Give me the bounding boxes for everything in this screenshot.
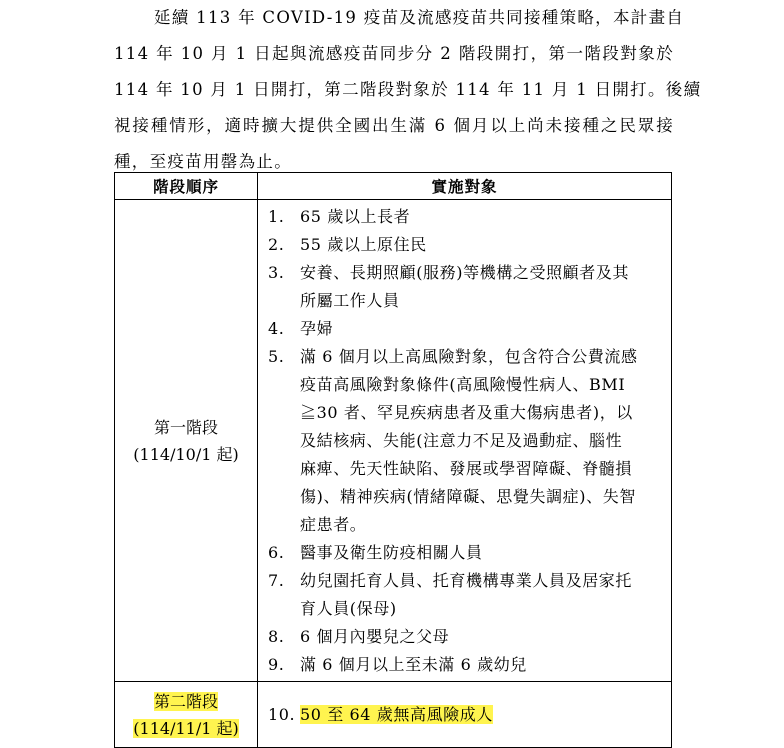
item-text-line: 滿 6 個月以上至未滿 6 歲幼兒	[300, 655, 527, 674]
item-text-line: 安養、長期照顧(服務)等機構之受照顧者及其	[300, 263, 630, 282]
item-text-line: 6 個月內嬰兒之父母	[300, 627, 450, 646]
item-text	[300, 343, 665, 539]
list-item	[264, 623, 665, 651]
list-item	[264, 539, 665, 567]
list-item	[264, 651, 665, 679]
table-row	[115, 682, 672, 748]
paragraph-line: 114 年 10 月 1 日開打，第二階段對象於 114 年 11 月 1 日開打。後續	[114, 80, 702, 99]
item-number: 6.	[268, 543, 285, 562]
list-item	[264, 567, 665, 623]
item-text	[300, 567, 665, 623]
item-number: 5.	[268, 347, 285, 366]
item-text-line: 幼兒園托育人員、托育機構專業人員及居家托	[300, 571, 633, 590]
item-text	[300, 203, 665, 231]
item-text-line: 醫事及衛生防疫相關人員	[300, 543, 483, 562]
item-text-line: 65 歲以上長者	[300, 207, 411, 226]
paragraph-line: 延續 113 年 COVID-19 疫苗及流感疫苗共同接種策略，本計畫自	[154, 8, 685, 27]
item-text-line: 滿 6 個月以上高風險對象，包含符合公費流感	[300, 347, 638, 366]
stage2-name: 第二階段	[153, 691, 218, 711]
item-text	[300, 651, 665, 679]
item-number: 10.	[268, 705, 296, 724]
paragraph-line: 視接種情形，適時擴大提供全國出生滿 6 個月以上尚未接種之民眾接	[114, 116, 674, 135]
intro-paragraph	[114, 0, 702, 180]
stage2-items-list	[258, 682, 672, 748]
table-row	[115, 200, 672, 682]
stage2-cell	[115, 682, 258, 748]
item-text-line: ≧30 者、罕見疾病患者及重大傷病患者)，以	[300, 403, 633, 422]
header-target-group: 實施對象	[258, 173, 672, 200]
item-text-line: 麻痺、先天性缺陷、發展或學習障礙、脊髓損	[300, 459, 633, 478]
list-item	[264, 343, 665, 539]
item-text-line: 育人員(保母)	[300, 599, 397, 618]
stage1-date: (114/10/1 起)	[133, 444, 239, 464]
item-text: 50 至 64 歲無高風險成人	[300, 705, 493, 724]
item-text	[300, 231, 665, 259]
item-number: 2.	[268, 235, 285, 254]
item-text	[300, 539, 665, 567]
list-item	[264, 701, 665, 729]
item-text-line: 所屬工作人員	[300, 291, 400, 310]
item-text-line: 孕婦	[300, 319, 334, 338]
item-text-line: 傷)、精神疾病(情緒障礙、思覺失調症)、失智	[300, 487, 636, 506]
table-header-row	[115, 173, 672, 200]
item-number: 9.	[268, 655, 285, 674]
stage1-items-list	[258, 200, 672, 682]
list-item	[264, 315, 665, 343]
list-item	[264, 203, 665, 231]
paragraph-line: 種，至疫苗用罄為止。	[114, 152, 292, 171]
item-text	[300, 315, 665, 343]
stage1-cell	[115, 200, 258, 682]
paragraph-line: 114 年 10 月 1 日起與流感疫苗同步分 2 階段開打，第一階段對象於	[114, 44, 674, 63]
item-text-line: 及結核病、失能(注意力不足及過動症、腦性	[300, 431, 623, 450]
list-item	[264, 231, 665, 259]
item-number: 8.	[268, 627, 285, 646]
item-text-line: 疫苗高風險對象條件(高風險慢性病人、BMI	[300, 375, 626, 394]
header-stage-order: 階段順序	[115, 173, 258, 200]
vaccination-phase-table	[114, 172, 672, 748]
item-number: 7.	[268, 571, 285, 590]
item-text	[300, 623, 665, 651]
stage1-name: 第一階段	[153, 417, 218, 437]
item-text-line: 55 歲以上原住民	[300, 235, 427, 254]
list-item	[264, 259, 665, 315]
item-number: 4.	[268, 319, 285, 338]
item-number: 1.	[268, 207, 285, 226]
item-text-line: 症患者。	[300, 515, 367, 534]
item-number: 3.	[268, 263, 285, 282]
stage2-date: (114/11/1 起)	[133, 718, 239, 738]
item-text	[300, 259, 665, 315]
